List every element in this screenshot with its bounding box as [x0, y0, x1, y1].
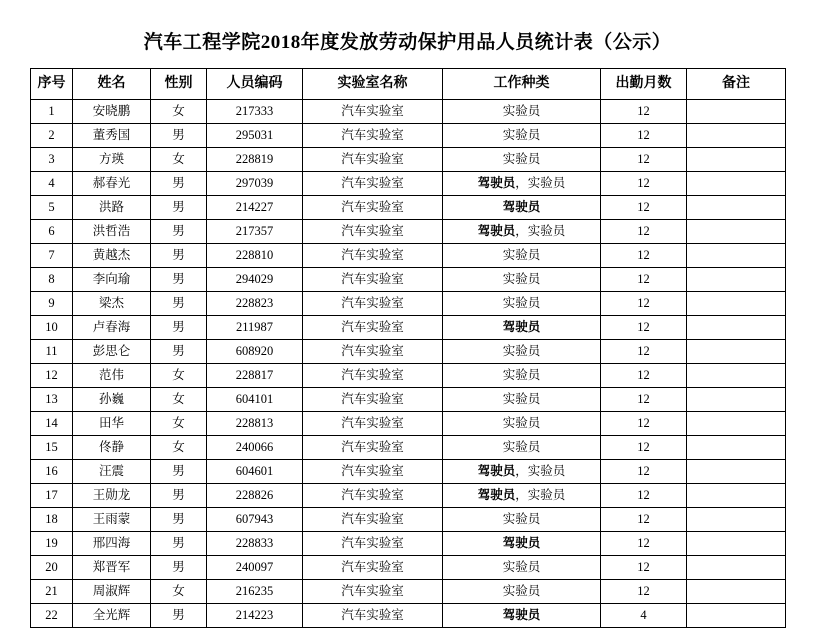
- table-row: [31, 484, 786, 508]
- cell-index: 22: [31, 604, 73, 628]
- job-type-plain: 实验员: [502, 272, 541, 286]
- column-header-lab: 实验室名称: [303, 69, 443, 100]
- cell-job-type: [443, 364, 601, 388]
- cell-months: 12: [601, 388, 687, 412]
- cell-remark: [687, 172, 786, 196]
- cell-code: 214227: [207, 196, 303, 220]
- cell-job-type: [443, 580, 601, 604]
- job-type-driver: 驾驶员: [477, 176, 516, 190]
- cell-name: 邢四海: [73, 532, 151, 556]
- cell-months: 12: [601, 316, 687, 340]
- cell-remark: [687, 484, 786, 508]
- cell-index: 13: [31, 388, 73, 412]
- cell-index: 7: [31, 244, 73, 268]
- cell-remark: [687, 100, 786, 124]
- cell-gender: 男: [151, 532, 207, 556]
- cell-lab: 汽车实验室: [303, 220, 443, 244]
- job-type-plain: 实验员: [502, 560, 541, 574]
- cell-code: 297039: [207, 172, 303, 196]
- cell-name: 汪震: [73, 460, 151, 484]
- cell-gender: 女: [151, 436, 207, 460]
- table-row: [31, 436, 786, 460]
- cell-lab: 汽车实验室: [303, 196, 443, 220]
- cell-code: 228810: [207, 244, 303, 268]
- cell-index: 11: [31, 340, 73, 364]
- job-type-plain: 实验员: [502, 344, 541, 358]
- cell-months: 12: [601, 124, 687, 148]
- cell-job-type: [443, 244, 601, 268]
- cell-code: 604601: [207, 460, 303, 484]
- cell-index: 16: [31, 460, 73, 484]
- table-row: [31, 220, 786, 244]
- table-row: [31, 508, 786, 532]
- job-type-plain: 实验员: [502, 584, 541, 598]
- job-type-driver: 驾驶员: [502, 608, 541, 622]
- cell-gender: 男: [151, 460, 207, 484]
- job-type-plain: 实验员: [502, 152, 541, 166]
- cell-name: 郝春光: [73, 172, 151, 196]
- job-type-driver: 驾驶员: [502, 200, 541, 214]
- cell-months: 12: [601, 220, 687, 244]
- cell-gender: 男: [151, 220, 207, 244]
- cell-gender: 女: [151, 148, 207, 172]
- cell-remark: [687, 532, 786, 556]
- table-row: [31, 364, 786, 388]
- cell-index: 12: [31, 364, 73, 388]
- cell-name: 彭思仑: [73, 340, 151, 364]
- cell-code: 607943: [207, 508, 303, 532]
- table-row: [31, 172, 786, 196]
- table-row: [31, 196, 786, 220]
- personnel-statistics-table: [30, 68, 786, 628]
- job-type-plain: ，实验员: [515, 488, 566, 502]
- cell-remark: [687, 244, 786, 268]
- cell-index: 17: [31, 484, 73, 508]
- cell-name: 李向瑜: [73, 268, 151, 292]
- cell-lab: 汽车实验室: [303, 604, 443, 628]
- cell-job-type: [443, 604, 601, 628]
- cell-code: 240066: [207, 436, 303, 460]
- cell-name: 王勋龙: [73, 484, 151, 508]
- cell-gender: 男: [151, 484, 207, 508]
- cell-name: 董秀国: [73, 124, 151, 148]
- cell-months: 12: [601, 580, 687, 604]
- cell-gender: 女: [151, 388, 207, 412]
- table-row: [31, 100, 786, 124]
- column-header-index: 序号: [31, 69, 73, 100]
- cell-code: 228823: [207, 292, 303, 316]
- job-type-plain: 实验员: [502, 512, 541, 526]
- cell-months: 12: [601, 340, 687, 364]
- cell-months: 12: [601, 268, 687, 292]
- cell-name: 洪哲浩: [73, 220, 151, 244]
- cell-gender: 男: [151, 508, 207, 532]
- cell-name: 王雨蒙: [73, 508, 151, 532]
- job-type-plain: 实验员: [502, 248, 541, 262]
- cell-index: 14: [31, 412, 73, 436]
- cell-job-type: [443, 508, 601, 532]
- cell-name: 范伟: [73, 364, 151, 388]
- job-type-driver: 驾驶员: [477, 488, 516, 502]
- cell-job-type: [443, 268, 601, 292]
- cell-lab: 汽车实验室: [303, 172, 443, 196]
- column-header-months: 出勤月数: [601, 69, 687, 100]
- cell-months: 12: [601, 364, 687, 388]
- cell-job-type: [443, 124, 601, 148]
- cell-code: 214223: [207, 604, 303, 628]
- cell-gender: 男: [151, 556, 207, 580]
- cell-name: 全光辉: [73, 604, 151, 628]
- cell-lab: 汽车实验室: [303, 508, 443, 532]
- cell-code: 217333: [207, 100, 303, 124]
- table-row: [31, 412, 786, 436]
- table-row: [31, 340, 786, 364]
- cell-gender: 男: [151, 316, 207, 340]
- cell-remark: [687, 292, 786, 316]
- cell-remark: [687, 604, 786, 628]
- table-row: [31, 532, 786, 556]
- cell-index: 21: [31, 580, 73, 604]
- cell-code: 228826: [207, 484, 303, 508]
- job-type-plain: 实验员: [502, 368, 541, 382]
- job-type-plain: 实验员: [502, 440, 541, 454]
- cell-lab: 汽车实验室: [303, 460, 443, 484]
- column-header-job: 工作种类: [443, 69, 601, 100]
- cell-index: 8: [31, 268, 73, 292]
- cell-code: 228813: [207, 412, 303, 436]
- cell-index: 4: [31, 172, 73, 196]
- cell-name: 黄越杰: [73, 244, 151, 268]
- cell-job-type: [443, 460, 601, 484]
- cell-code: 608920: [207, 340, 303, 364]
- cell-code: 217357: [207, 220, 303, 244]
- job-type-plain: 实验员: [502, 104, 541, 118]
- cell-code: 604101: [207, 388, 303, 412]
- job-type-driver: 驾驶员: [502, 320, 541, 334]
- cell-lab: 汽车实验室: [303, 100, 443, 124]
- cell-code: 211987: [207, 316, 303, 340]
- cell-job-type: [443, 532, 601, 556]
- cell-remark: [687, 556, 786, 580]
- cell-gender: 女: [151, 412, 207, 436]
- cell-index: 3: [31, 148, 73, 172]
- cell-months: 12: [601, 436, 687, 460]
- cell-code: 228833: [207, 532, 303, 556]
- cell-gender: 女: [151, 100, 207, 124]
- cell-name: 安晓鹏: [73, 100, 151, 124]
- cell-code: 228817: [207, 364, 303, 388]
- cell-remark: [687, 148, 786, 172]
- cell-index: 1: [31, 100, 73, 124]
- cell-name: 梁杰: [73, 292, 151, 316]
- cell-remark: [687, 196, 786, 220]
- cell-name: 田华: [73, 412, 151, 436]
- cell-job-type: [443, 484, 601, 508]
- cell-gender: 女: [151, 580, 207, 604]
- cell-name: 方瑛: [73, 148, 151, 172]
- cell-code: 240097: [207, 556, 303, 580]
- cell-months: 12: [601, 292, 687, 316]
- cell-job-type: [443, 436, 601, 460]
- job-type-plain: 实验员: [502, 392, 541, 406]
- job-type-plain: 实验员: [502, 296, 541, 310]
- table-row: [31, 316, 786, 340]
- cell-lab: 汽车实验室: [303, 292, 443, 316]
- cell-remark: [687, 580, 786, 604]
- job-type-driver: 驾驶员: [477, 464, 516, 478]
- cell-index: 10: [31, 316, 73, 340]
- cell-lab: 汽车实验室: [303, 124, 443, 148]
- cell-job-type: [443, 292, 601, 316]
- cell-lab: 汽车实验室: [303, 532, 443, 556]
- table-body: [31, 100, 786, 628]
- table-header-row: [31, 69, 786, 100]
- cell-job-type: [443, 340, 601, 364]
- cell-job-type: [443, 388, 601, 412]
- cell-lab: 汽车实验室: [303, 340, 443, 364]
- cell-code: 216235: [207, 580, 303, 604]
- cell-job-type: [443, 316, 601, 340]
- cell-remark: [687, 340, 786, 364]
- cell-job-type: [443, 412, 601, 436]
- cell-job-type: [443, 148, 601, 172]
- cell-code: 228819: [207, 148, 303, 172]
- cell-index: 15: [31, 436, 73, 460]
- column-header-name: 姓名: [73, 69, 151, 100]
- cell-job-type: [443, 100, 601, 124]
- cell-name: 孙巍: [73, 388, 151, 412]
- cell-remark: [687, 508, 786, 532]
- cell-gender: 男: [151, 292, 207, 316]
- cell-months: 12: [601, 460, 687, 484]
- cell-name: 洪路: [73, 196, 151, 220]
- cell-months: 12: [601, 412, 687, 436]
- cell-gender: 男: [151, 268, 207, 292]
- cell-name: 周淑辉: [73, 580, 151, 604]
- cell-lab: 汽车实验室: [303, 580, 443, 604]
- cell-job-type: [443, 196, 601, 220]
- cell-index: 18: [31, 508, 73, 532]
- cell-remark: [687, 124, 786, 148]
- table-row: [31, 604, 786, 628]
- cell-remark: [687, 220, 786, 244]
- cell-lab: 汽车实验室: [303, 364, 443, 388]
- job-type-driver: 驾驶员: [477, 224, 516, 238]
- cell-code: 294029: [207, 268, 303, 292]
- table-container: [0, 68, 815, 628]
- cell-job-type: [443, 172, 601, 196]
- cell-index: 5: [31, 196, 73, 220]
- column-header-code: 人员编码: [207, 69, 303, 100]
- cell-remark: [687, 268, 786, 292]
- cell-lab: 汽车实验室: [303, 412, 443, 436]
- cell-lab: 汽车实验室: [303, 148, 443, 172]
- cell-gender: 男: [151, 604, 207, 628]
- cell-gender: 男: [151, 340, 207, 364]
- cell-remark: [687, 316, 786, 340]
- cell-months: 12: [601, 148, 687, 172]
- cell-remark: [687, 388, 786, 412]
- cell-lab: 汽车实验室: [303, 484, 443, 508]
- cell-index: 19: [31, 532, 73, 556]
- cell-lab: 汽车实验室: [303, 556, 443, 580]
- cell-code: 295031: [207, 124, 303, 148]
- table-row: [31, 580, 786, 604]
- cell-months: 12: [601, 508, 687, 532]
- cell-months: 12: [601, 196, 687, 220]
- table-row: [31, 244, 786, 268]
- table-row: [31, 556, 786, 580]
- cell-index: 2: [31, 124, 73, 148]
- table-row: [31, 460, 786, 484]
- cell-months: 12: [601, 100, 687, 124]
- cell-months: 12: [601, 172, 687, 196]
- job-type-plain: ，实验员: [515, 464, 566, 478]
- job-type-plain: 实验员: [502, 128, 541, 142]
- cell-name: 卢春海: [73, 316, 151, 340]
- cell-name: 佟静: [73, 436, 151, 460]
- cell-months: 12: [601, 244, 687, 268]
- cell-remark: [687, 460, 786, 484]
- cell-lab: 汽车实验室: [303, 436, 443, 460]
- cell-name: 郑晋军: [73, 556, 151, 580]
- cell-remark: [687, 364, 786, 388]
- job-type-driver: 驾驶员: [502, 536, 541, 550]
- table-row: [31, 292, 786, 316]
- cell-remark: [687, 412, 786, 436]
- column-header-gender: 性别: [151, 69, 207, 100]
- cell-remark: [687, 436, 786, 460]
- cell-lab: 汽车实验室: [303, 316, 443, 340]
- cell-index: 20: [31, 556, 73, 580]
- cell-job-type: [443, 220, 601, 244]
- job-type-plain: ，实验员: [515, 176, 566, 190]
- column-header-remark: 备注: [687, 69, 786, 100]
- cell-gender: 男: [151, 124, 207, 148]
- cell-gender: 女: [151, 364, 207, 388]
- cell-job-type: [443, 556, 601, 580]
- cell-months: 12: [601, 484, 687, 508]
- table-row: [31, 124, 786, 148]
- cell-lab: 汽车实验室: [303, 268, 443, 292]
- table-row: [31, 148, 786, 172]
- table-row: [31, 268, 786, 292]
- cell-lab: 汽车实验室: [303, 244, 443, 268]
- job-type-plain: 实验员: [502, 416, 541, 430]
- cell-gender: 男: [151, 244, 207, 268]
- cell-gender: 男: [151, 172, 207, 196]
- job-type-plain: ，实验员: [515, 224, 566, 238]
- cell-months: 12: [601, 532, 687, 556]
- cell-months: 12: [601, 556, 687, 580]
- cell-index: 9: [31, 292, 73, 316]
- cell-gender: 男: [151, 196, 207, 220]
- cell-index: 6: [31, 220, 73, 244]
- page-title: 汽车工程学院2018年度发放劳动保护用品人员统计表（公示）: [143, 32, 672, 53]
- table-row: [31, 388, 786, 412]
- cell-lab: 汽车实验室: [303, 388, 443, 412]
- cell-months: 4: [601, 604, 687, 628]
